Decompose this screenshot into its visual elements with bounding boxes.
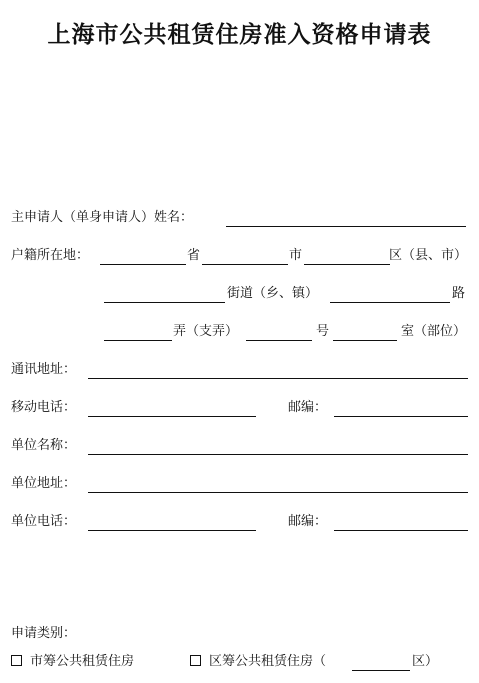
applicant-name-label: 主申请人（单身申请人）姓名：: [11, 210, 194, 225]
room-label: 室（部位）: [401, 324, 467, 339]
mailing-address-field[interactable]: [88, 378, 468, 379]
category-option-city[interactable]: [11, 652, 134, 672]
employer-postcode-label: 邮编：: [288, 514, 328, 529]
employer-address-row: [0, 474, 479, 496]
employer-address-field[interactable]: [88, 492, 468, 493]
category-option-district[interactable]: [190, 652, 326, 672]
employer-phone-row: [0, 512, 479, 534]
employer-postcode-field[interactable]: [334, 530, 468, 531]
district-option-suffix: 区）: [412, 654, 439, 669]
district-option-label: 区筹公共租赁住房（: [209, 654, 327, 669]
mobile-row: [0, 398, 479, 420]
category-options-row: [0, 652, 479, 674]
category-label: 申请类别：: [11, 626, 77, 641]
district-field[interactable]: [304, 264, 390, 265]
city-field[interactable]: [202, 264, 288, 265]
category-label-row: [0, 624, 479, 646]
road-field[interactable]: [330, 302, 450, 303]
province-field[interactable]: [100, 264, 186, 265]
household-row-2: [0, 284, 479, 306]
employer-name-row: [0, 436, 479, 458]
city-label: 市: [289, 248, 303, 263]
household-label: 户籍所在地：: [11, 248, 90, 263]
lane-field[interactable]: [104, 340, 172, 341]
street-label: 街道（乡、镇）: [227, 286, 319, 301]
employer-name-field[interactable]: [88, 454, 468, 455]
employer-phone-field[interactable]: [88, 530, 256, 531]
employer-address-label: 单位地址：: [11, 476, 77, 491]
road-label: 路: [452, 286, 466, 301]
household-row-3: [0, 322, 479, 344]
employer-phone-label: 单位电话：: [11, 514, 77, 529]
employer-name-label: 单位名称：: [11, 438, 77, 453]
number-field[interactable]: [246, 340, 312, 341]
mailing-address-row: [0, 360, 479, 382]
room-field[interactable]: [333, 340, 397, 341]
mobile-label: 移动电话：: [11, 400, 77, 415]
mobile-postcode-field[interactable]: [334, 416, 468, 417]
household-row-1: [0, 246, 479, 268]
lane-label: 弄（支弄）: [173, 324, 239, 339]
applicant-name-row: [0, 208, 479, 230]
applicant-name-field[interactable]: [226, 226, 466, 227]
mobile-postcode-label: 邮编：: [288, 400, 328, 415]
number-label: 号: [316, 324, 330, 339]
city-checkbox[interactable]: [11, 655, 22, 666]
form-title: 上海市公共租赁住房准入资格申请表: [47, 21, 432, 48]
mailing-address-label: 通讯地址：: [11, 362, 77, 377]
province-label: 省: [187, 248, 201, 263]
city-option-label: 市筹公共租赁住房: [30, 654, 135, 669]
district-name-field[interactable]: [352, 670, 410, 671]
district-label: 区（县、市）: [389, 248, 468, 263]
street-field[interactable]: [104, 302, 225, 303]
district-checkbox[interactable]: [190, 655, 201, 666]
mobile-field[interactable]: [88, 416, 256, 417]
